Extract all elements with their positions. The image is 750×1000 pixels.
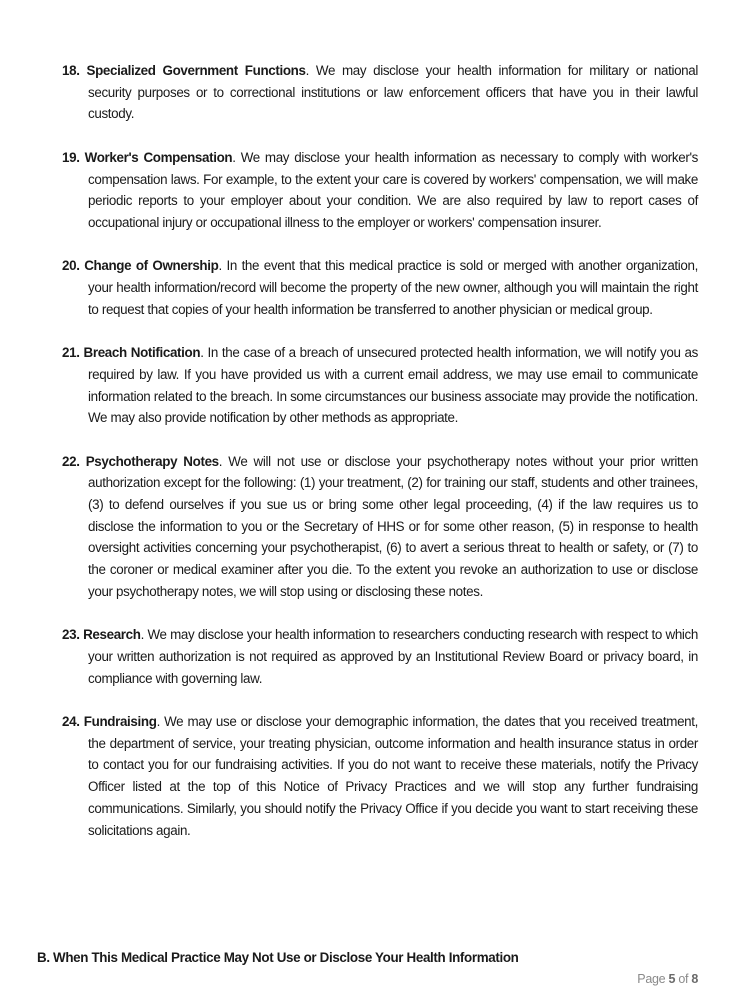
item-body: . We may disclose your health information to researchers conducting research with respect to which your written authorization is not required as approved by an Institutional Review Board or privacy board, in compliance with governing law.: [88, 627, 698, 686]
item-title: Change of Ownership: [84, 258, 219, 274]
list-item-change-of-ownership: [62, 255, 698, 320]
item-title: Specialized Government Functions: [86, 63, 306, 78]
item-body: . We may disclose your health information as necessary to comply with worker's compensation laws. For example, to the extent your care is covered by workers' compensation, we will make periodic reports to your employer about your condition. We are also required by law to report cases of occupational injury or occupational illness to the employer or workers' compensation insurer.: [88, 149, 699, 230]
item-body: . In the case of a breach of unsecured protected health information, we will notify you as required by law. If you have provided us with a current email address, we may use email to communicate information related to the breach. In some circumstances our business associate may provide the notification. We may also provide notification by other methods as appropriate.: [88, 345, 698, 426]
item-number: 21.: [62, 345, 80, 361]
list-item-psychotherapy-notes: [62, 451, 698, 603]
item-title: Worker's Compensation: [84, 149, 233, 165]
item-number: 18.: [62, 63, 80, 78]
item-number: 20.: [62, 258, 80, 274]
item-body: . We may disclose your health information for military or national security purposes or to correctional institutions or law enforcement officers that have you in their lawful custody.: [88, 63, 698, 122]
list-item-research: [62, 624, 698, 689]
of-label: of: [678, 972, 689, 986]
section-heading: B. When This Medical Practice May Not Use or Disclose Your Health Information: [37, 950, 519, 965]
item-number: 22.: [62, 453, 80, 469]
list-item-workers-compensation: [62, 147, 698, 234]
page-number-footer: [637, 972, 698, 986]
item-number: 24.: [62, 714, 80, 729]
item-body: . In the event that this medical practice is sold or merged with another organization, your health information/record will become the property of the new owner, although you will maintain the right to request that copies of your health information be transferred to another physician or medical group.: [88, 258, 698, 317]
item-title: Fundraising: [83, 714, 157, 729]
item-title: Breach Notification: [83, 345, 201, 361]
total-pages: 8: [691, 972, 698, 986]
page-label: Page: [637, 972, 666, 986]
current-page: 5: [668, 972, 676, 986]
item-number: 23.: [62, 627, 80, 643]
numbered-list: [62, 60, 698, 863]
item-body: . We may use or disclose your demographic information, the dates that you received treatment, the department of service, your treating physician, outcome information and health insurance status in order to contact you for our fundraising activities. If you do not want to receive these materials, notify the Privacy Officer listed at the top of this Notice of Privacy Practices and we will stop any further fundraising communications. Similarly, you should notify the Privacy Office if you decide you want to start receiving these solicitations again.: [88, 714, 699, 838]
item-body: . We will not use or disclose your psychotherapy notes without your prior written authorization except for the following: (1) your treatment, (2) for training our staff, students and other trainees, (3) to defend ourselves if you sue us or bring some other legal proceeding, (4) if the law requires us to disclose the information to you or the Secretary of HHS or for some other reason, (5) in response to health oversight activities concerning your psychotherapist, (6) to avert a serious threat to health or safety, or (7) to the coroner or medical examiner after you die. To the extent you revoke an authorization to use or disclose your psychotherapy notes, we will stop using or disclosing these notes.: [88, 453, 698, 599]
item-title: Psychotherapy Notes: [85, 453, 219, 469]
list-item-specialized-government-functions: [62, 60, 698, 125]
item-title: Research: [83, 627, 141, 643]
item-number: 19.: [62, 149, 80, 165]
list-item-fundraising: [62, 711, 698, 841]
list-item-breach-notification: [62, 342, 698, 429]
